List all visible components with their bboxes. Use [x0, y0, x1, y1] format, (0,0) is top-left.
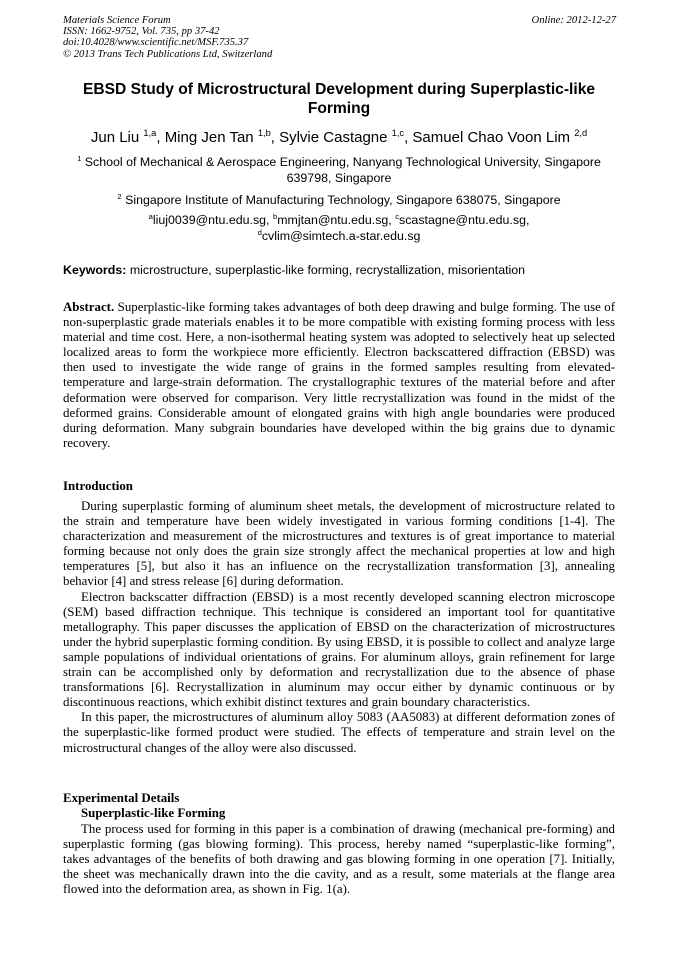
- email-address: liuj0039@ntu.edu.sg,: [152, 213, 270, 227]
- introduction-body: [63, 499, 615, 756]
- journal-doi: doi:10.4028/www.scientific.net/MSF.735.37: [63, 37, 249, 49]
- journal-name: Materials Science Forum: [63, 15, 171, 26]
- journal-header: [63, 15, 272, 60]
- author-affiliation-mark: 1,b: [257, 128, 271, 138]
- keywords-text: microstructure, superplastic-like forming, recrystallization, misorientation: [129, 263, 526, 277]
- affiliation-2: [63, 193, 615, 209]
- email-mark: a: [148, 211, 153, 221]
- journal-issn: ISSN: 1662-9752, Vol. 735, pp 37-42: [63, 26, 220, 38]
- author-name: Jun Liu: [90, 129, 140, 146]
- journal-copyright: © 2013 Trans Tech Publications Ltd, Switzerland: [63, 48, 273, 60]
- abstract: [63, 300, 615, 451]
- paragraph: During superplastic forming of aluminum sheet metals, the development of microstructure related to the strain and temperature have been widely investigated in various forming conditions [1-4]. The characterization and measurement of the microstructures and textures is of great importance to material forming because not only does the grain size strongly affect the mechanical properties at low and high temperatures [5], but also it has an influence on the recrystallization transformation [3], annealing behavior [4] and stress release [6] during deformation.: [63, 499, 615, 589]
- abstract-label: Abstract.: [63, 300, 115, 314]
- online-date: Online: 2012-12-27: [531, 15, 616, 26]
- email-address: cvlim@simtech.a-star.edu.sg: [261, 228, 421, 243]
- author-list: Jun Liu $^{1,a}$, Ming Jen Tan $^{1,b}$, Sylvie Castagne $^{1,c}$, Samuel Chao Voon Lim $^{2,d}$: [90, 128, 588, 146]
- author-affiliation-mark: 1,c: [391, 128, 405, 138]
- section-heading-experimental: Experimental Details: [63, 791, 180, 805]
- affiliation-1: [63, 155, 615, 186]
- email-address: scastagne@ntu.edu.sg,: [399, 213, 530, 227]
- affiliation-mark: 1: [77, 153, 82, 163]
- email-mark: c: [395, 211, 400, 221]
- section-heading-introduction: Introduction: [63, 479, 133, 493]
- keywords: [63, 263, 615, 278]
- experimental-body: [63, 822, 615, 897]
- email-mark: b: [272, 211, 278, 221]
- author-affiliation-mark: 2,d: [574, 128, 588, 138]
- paragraph: In this paper, the microstructures of aluminum alloy 5083 (AA5083) at different deformation zones of the superplastic-like formed product were studied. The effects of temperature and strain level on the microstructural changes of the alloy were also discussed.: [63, 710, 615, 755]
- author-emails: [63, 213, 615, 244]
- affiliation-text: Singapore Institute of Manufacturing Technology, Singapore 638075, Singapore: [125, 193, 561, 207]
- author-name: Sylvie Castagne: [279, 129, 388, 146]
- author-name: Samuel Chao Voon Lim: [412, 129, 571, 146]
- subsection-heading: Superplastic-like Forming: [81, 806, 226, 820]
- abstract-text: Superplastic-like forming takes advantages of both deep drawing and bulge forming. The use of non-superplastic grade materials enables it to be more compatible with existing forming process with less material and time cost. Here, a non-isothermal heating system was adopted to selectively heat up selected localized areas to form the workpiece more efficiently. Electron backscattered diffraction (EBSD) was then used to investigate the wide range of grains in the formed samples resulting from elevated-temperature and large-strain deformation. The crystallographic textures of the material before and after deformation were observed for comparison. Very little recrystallization was found in the midst of the deformed grains. Considerable amount of elongated grains with high angle boundaries were produced during deformation. Many subgrain boundaries have developed within the big grains due to dynamic recovery.: [63, 300, 615, 450]
- paragraph: Electron backscatter diffraction (EBSD) is a most recently developed scanning electron microscope (SEM) based diffraction technique. This technique is considered an important tool for quantitative metallography. This paper discusses the application of EBSD on the characterization of microstructures under the hybrid superplastic forming condition. By using EBSD, it is possible to collect and analyze large sample populations of individual orientations of grains. For aluminum alloys, grain refinement for large strain can be accomplished only by deformation and recrystallization due to the absence of phase transformations [6]. Recrystallization in aluminum may occur either by dynamic continuous or by discontinuous reactions, which exhibit distinct textures and grain boundary characteristics.: [63, 589, 615, 710]
- keywords-label: Keywords:: [63, 263, 127, 277]
- email-mark: d: [257, 227, 262, 237]
- affiliation-text: School of Mechanical & Aerospace Engineering, Nanyang Technological University, Singapore 639798, Singapore: [84, 155, 601, 185]
- affiliation-mark: 2: [117, 191, 122, 201]
- author-affiliation-mark: 1,a: [143, 128, 157, 138]
- paragraph: The process used for forming in this paper is a combination of drawing (mechanical pre-forming) and superplastic forming (gas blowing forming). This process, hereby named “superplastic-like forming”, takes advantages of the benefits of both drawing and gas blowing forming in one operation [7]. Initially, the sheet was mechanically drawn into the die cavity, and as a result, some materials at the flange area flowed into the deformation area, as shown in Fig. 1(a).: [63, 822, 615, 897]
- email-address: mmjtan@ntu.edu.sg,: [277, 213, 392, 227]
- author-name: Ming Jen Tan: [164, 129, 254, 146]
- paper-title: EBSD Study of Microstructural Development during Superplastic-like Forming: [82, 81, 596, 117]
